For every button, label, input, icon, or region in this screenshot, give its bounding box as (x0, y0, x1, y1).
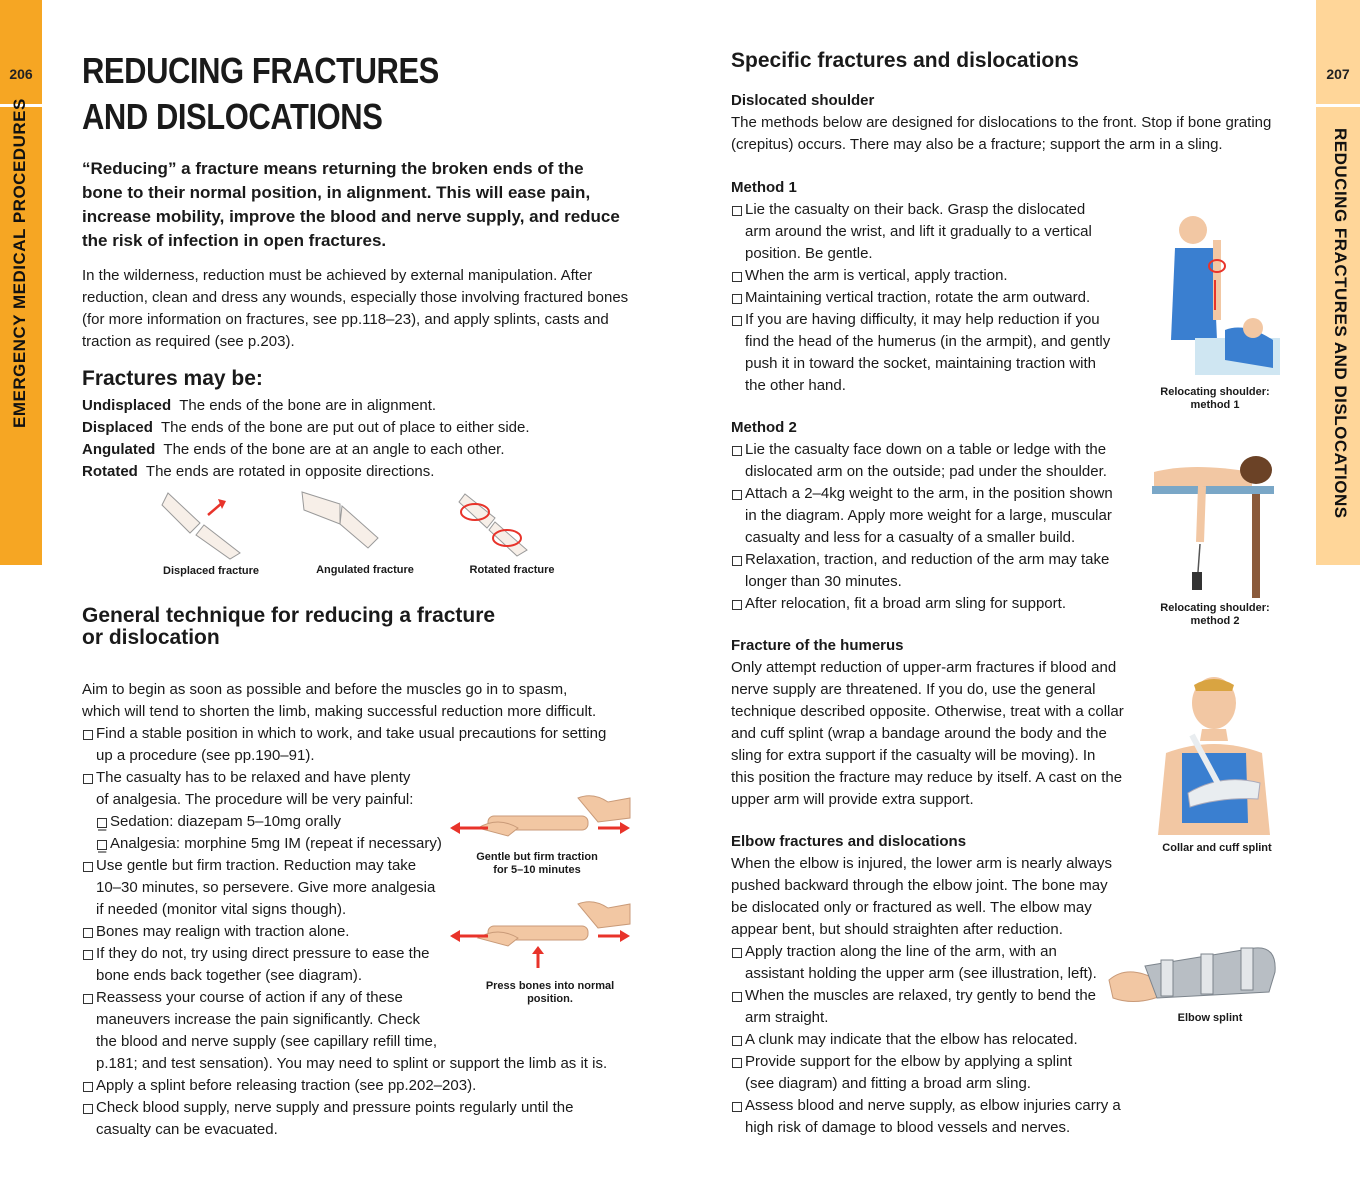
method2-caption: Relocating shoulder: method 2 (1160, 602, 1270, 627)
fracture-types-heading: Fractures may be: (82, 367, 263, 390)
technique-step: If they do not, try using direct pressure to ease the bone ends back together (see diagram). (82, 943, 622, 987)
right-side-tab (1316, 0, 1360, 565)
rotated-fracture-illustration (455, 488, 535, 558)
fracture-types-list (82, 395, 530, 483)
elbow-text (731, 853, 1112, 941)
method1-step: When the arm is vertical, apply traction. (731, 265, 1131, 287)
collar-cuff-caption: Collar and cuff splint (1162, 842, 1272, 854)
elbow-step: Provide support for the elbow by applying a splint (see diagram) and fitting a broad arm sling. (731, 1051, 1131, 1095)
technique-step: Find a stable position in which to work, and take usual precautions for setting up a procedure (see pp.190–91). (82, 723, 622, 767)
method2-step: After relocation, fit a broad arm sling for support. (731, 593, 1131, 615)
left-side-tab (0, 0, 42, 565)
page-title (82, 48, 460, 140)
traction-caption: Gentle but firm traction for 5–10 minutes (476, 851, 598, 876)
method2-illustration (1152, 452, 1277, 600)
method2-step: Relaxation, traction, and reduction of the arm may take longer than 30 minutes. (731, 549, 1131, 593)
type-definition: The ends of the bone are in alignment. (179, 397, 437, 414)
elbow-step: When the muscles are relaxed, try gently to bend the arm straight. (731, 985, 1131, 1029)
specific-fractures-heading: Specific fractures and dislocations (731, 49, 1079, 72)
method2-step: Lie the casualty face down on a table or ledge with the dislocated arm on the outside; pad under the shoulder. (731, 439, 1131, 483)
angulated-fracture-illustration (300, 488, 385, 553)
method1-steps (731, 199, 1131, 397)
humerus-text-line: sling for extra support if the casualty will be moving). In (731, 747, 1096, 764)
displaced-fracture-caption: Displaced fracture (163, 565, 259, 577)
technique-heading (82, 605, 495, 649)
right-tab-label: REDUCING FRACTURES AND DISLOCATIONS (1331, 128, 1350, 519)
elbow-text-line: pushed backward through the elbow joint. The bone may (731, 877, 1108, 894)
shoulder-text-line: (crepitus) occurs. There may also be a fracture; support the arm in a sling. (731, 136, 1223, 153)
rotated-fracture-caption: Rotated fracture (469, 564, 555, 576)
intro-paragraph (82, 265, 628, 353)
elbow-text-line: When the elbow is injured, the lower arm is nearly always (731, 855, 1112, 872)
pressure-illustration (448, 894, 633, 969)
technique-step: Reassess your course of action if any of these maneuvers increase the pain significantly. Check the blood and nerve supply (see capillary refill time, p.181; and test sensation). You may need to splint or support the limb as it is. (82, 987, 622, 1075)
medication-item: – Analgesia: morphine 5mg IM (repeat if necessary) (96, 833, 622, 855)
technique-step: Check blood supply, nerve supply and pressure points regularly until the casualty can be evacuated. (82, 1097, 622, 1141)
pressure-caption: Press bones into normal position. (485, 980, 615, 1005)
elbow-text-line: be dislocated only or fractured as well. The elbow may (731, 899, 1092, 916)
technique-intro-line: which will tend to shorten the limb, making successful reduction more difficult. (82, 703, 597, 720)
method2-steps (731, 439, 1131, 615)
technique-intro-line: Aim to begin as soon as possible and before the muscles go in to spasm, (82, 681, 568, 698)
traction-illustration (448, 788, 633, 848)
method1-step: Maintaining vertical traction, rotate the arm outward. (731, 287, 1131, 309)
intro-line: reduction, clean and dress any wounds, especially those involving fractured bones (82, 289, 629, 306)
tab-divider (1316, 104, 1360, 107)
elbow-step: Apply traction along the line of the arm, with an assistant holding the upper arm (see illustration, left). (731, 941, 1131, 985)
elbow-heading: Elbow fractures and dislocations (731, 833, 967, 850)
humerus-text-line: this position the fracture may reduce by itself. A cast on the (731, 769, 1123, 786)
fracture-type-item (82, 417, 530, 439)
type-definition: The ends of the bone are put out of place to either side. (160, 419, 530, 436)
humerus-text-line: upper arm will provide extra support. (731, 791, 974, 808)
title-line-1: REDUCING FRACTURES (82, 50, 439, 91)
elbow-text-line: appear bent, but should straighten after reduction. (731, 921, 1063, 938)
method1-caption: Relocating shoulder: method 1 (1160, 386, 1270, 411)
page-number-left: 206 (9, 66, 33, 82)
humerus-text-line: technique described opposite. Otherwise, treat with a collar (731, 703, 1124, 720)
fracture-type-item (82, 461, 530, 483)
technique-step: Apply a splint before releasing traction (see pp.202–203). (82, 1075, 622, 1097)
lead-paragraph: “Reducing” a fracture means returning the broken ends of the bone to their normal position, in alignment. This will ease pain, increase mobility, improve the blood and nerve supply, and reduce the risk of infection in open fractures. (82, 159, 620, 250)
displaced-fracture-illustration (160, 485, 250, 560)
type-term: Rotated (82, 463, 138, 480)
method1-heading: Method 1 (731, 179, 797, 196)
medication-item: – Sedation: diazepam 5–10mg orally (96, 811, 622, 833)
type-definition: The ends of the bone are at an angle to each other. (163, 441, 505, 458)
humerus-text-line: Only attempt reduction of upper-arm fractures if blood and (731, 659, 1117, 676)
title-line-2: AND DISLOCATIONS (82, 96, 383, 137)
humerus-text (731, 657, 1124, 811)
collar-cuff-illustration (1152, 673, 1282, 835)
intro-line: In the wilderness, reduction must be achieved by external manipulation. After (82, 267, 593, 284)
method2-heading: Method 2 (731, 419, 797, 436)
technique-heading-line: or dislocation (82, 626, 220, 649)
method1-step: If you are having difficulty, it may help reduction if you find the head of the humerus (in the armpit), and gently push it in toward the socket, maintaining traction with the other hand. (731, 309, 1131, 397)
method2-step: Attach a 2–4kg weight to the arm, in the position shown in the diagram. Apply more weight for a large, muscular casualty and less for a casualty of a smaller build. (731, 483, 1131, 549)
elbow-splint-caption: Elbow splint (1177, 1012, 1243, 1024)
shoulder-text-line: The methods below are designed for dislocations to the front. Stop if bone grating (731, 114, 1272, 131)
type-definition: The ends are rotated in opposite directions. (145, 463, 435, 480)
elbow-splint-illustration (1105, 936, 1280, 1008)
shoulder-text (731, 112, 1271, 156)
type-term: Undisplaced (82, 397, 172, 414)
technique-intro (82, 679, 596, 723)
technique-heading-line: General technique for reducing a fracture (82, 604, 496, 627)
left-tab-label: EMERGENCY MEDICAL PROCEDURES (10, 98, 29, 428)
intro-line: traction as required (see p.203). (82, 333, 295, 350)
page-number-right: 207 (1326, 66, 1350, 82)
method1-illustration (1155, 210, 1280, 375)
fracture-type-item (82, 395, 530, 417)
technique-step: The casualty has to be relaxed and have plenty of analgesia. The procedure will be very painful: – Sedation: diazepam 5–10mg orally – Analgesia: morphine 5mg IM (repeat if necessary) (82, 767, 622, 855)
angulated-fracture-caption: Angulated fracture (316, 564, 414, 576)
shoulder-heading: Dislocated shoulder (731, 92, 875, 109)
humerus-text-line: nerve supply are threatened. If you do, use the general (731, 681, 1096, 698)
fracture-type-item (82, 439, 530, 461)
technique-step: Bones may realign with traction alone. (82, 921, 622, 943)
elbow-step: A clunk may indicate that the elbow has relocated. (731, 1029, 1131, 1051)
intro-line: (for more information on fractures, see pp.118–23), and apply splints, casts and (82, 311, 609, 328)
elbow-step: Assess blood and nerve supply, as elbow injuries carry a high risk of damage to blood vessels and nerves. (731, 1095, 1131, 1139)
humerus-text-line: and cuff splint (wrap a bandage around the body and the (731, 725, 1107, 742)
method1-step: Lie the casualty on their back. Grasp the dislocated arm around the wrist, and lift it gradually to a vertical position. Be gentle. (731, 199, 1131, 265)
elbow-steps (731, 941, 1131, 1139)
type-term: Angulated (82, 441, 156, 458)
humerus-heading: Fracture of the humerus (731, 637, 904, 654)
technique-step: Use gentle but firm traction. Reduction may take 10–30 minutes, so persevere. Give more analgesia if needed (monitor vital signs though). (82, 855, 622, 921)
type-term: Displaced (82, 419, 153, 436)
